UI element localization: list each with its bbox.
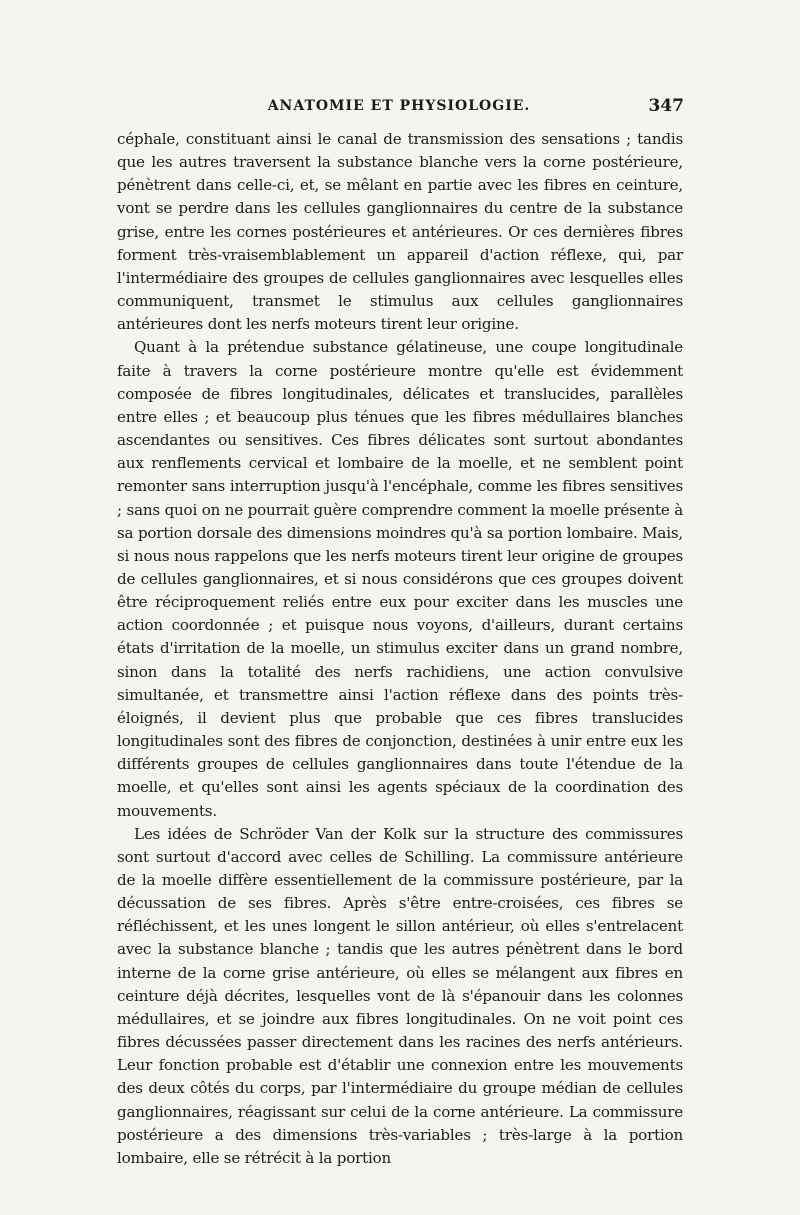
page-header xyxy=(114,98,684,120)
body-text xyxy=(117,128,683,1170)
paragraph-2: Quant à la prétendue substance gélatineuse, une coupe longitudinale faite à travers la corne postérieure montre qu'elle est évidemment composée de fibres longitudinales, délicates et translucides, parallèles entre elles ; et beaucoup plus ténues que les fibres médullaires blanches ascendantes ou sensitives. Ces fibres délicates sont surtout abondantes aux renflements cervical et lombaire de la moelle, et ne semblent point remonter sans interruption jusqu'à l'encéphale, comme les fibres sensitives ; sans quoi on ne pourrait guère comprendre comment la moelle présente à sa portion dorsale des dimensions moindres qu'à sa portion lombaire. Mais, si nous nous rappelons que les nerfs moteurs tirent leur origine de groupes de cellules ganglionnaires, et si nous considérons que ces groupes doivent être réciproquement reliés entre eux pour exciter dans les muscles une action coordonnée ; et puisque nous voyons, d'ailleurs, durant certains états d'irritation de la moelle, un stimulus exciter dans un grand nombre, sinon dans la totalité des nerfs rachidiens, une action convulsive simultanée, et transmettre ainsi l'action réflexe dans des points très-éloignés, il devient plus que probable que ces fibres translucides longitudinales sont des fibres de conjonction, destinées à unir entre eux les différents groupes de cellules ganglionnaires dans toute l'étendue de la moelle, et qu'elles sont ainsi les agents spéciaux de la coordination des mouvements. xyxy=(117,338,683,820)
paragraph-1: céphale, constituant ainsi le canal de transmission des sensations ; tandis que les autres traversent la substance blanche vers la corne postérieure, pénètrent dans celle-ci, et, se mêlant en partie avec les fibres en ceinture, vont se perdre dans les cellules ganglionnaires du centre de la substance grise, entre les cornes postérieures et antérieures. Or ces dernières fibres forment très-vraisemblablement un appareil d'action réflexe, qui, par l'intermédiaire des groupes de cellules ganglionnaires avec lesquelles elles communiquent, transmet le stimulus aux cellules ganglionnaires antérieures dont les nerfs moteurs tirent leur origine. xyxy=(117,130,683,334)
page-number: 347 xyxy=(648,96,684,116)
running-head: ANATOMIE ET PHYSIOLOGIE. xyxy=(267,98,531,114)
paragraph-3: Les idées de Schröder Van der Kolk sur la structure des commissures sont surtout d'accord avec celles de Schilling. La commissure antérieure de la moelle diffère essentiellement de la commissure postérieure, par la décussation de ses fibres. Après s'être entre-croisées, ces fibres se réfléchissent, et les unes longent le sillon antérieur, où elles s'entrelacent avec la substance blanche ; tandis que les autres pénètrent dans le bord interne de la corne grise antérieure, où elles se mélangent aux fibres en ceinture déjà décrites, lesquelles vont de là s'épanouir dans les colonnes médullaires, et se joindre aux fibres longitudinales. On ne voit point ces fibres décussées passer directement dans les racines des nerfs antérieurs. Leur fonction probable est d'établir une connexion entre les mouvements des deux côtés du corps, par l'intermédiaire du groupe médian de cellules ganglionnaires, réagissant sur celui de la corne antérieure. La commissure postérieure a des dimensions très-variables ; très-large à la portion lombaire, elle se rétrécit à la portion xyxy=(117,824,683,1167)
